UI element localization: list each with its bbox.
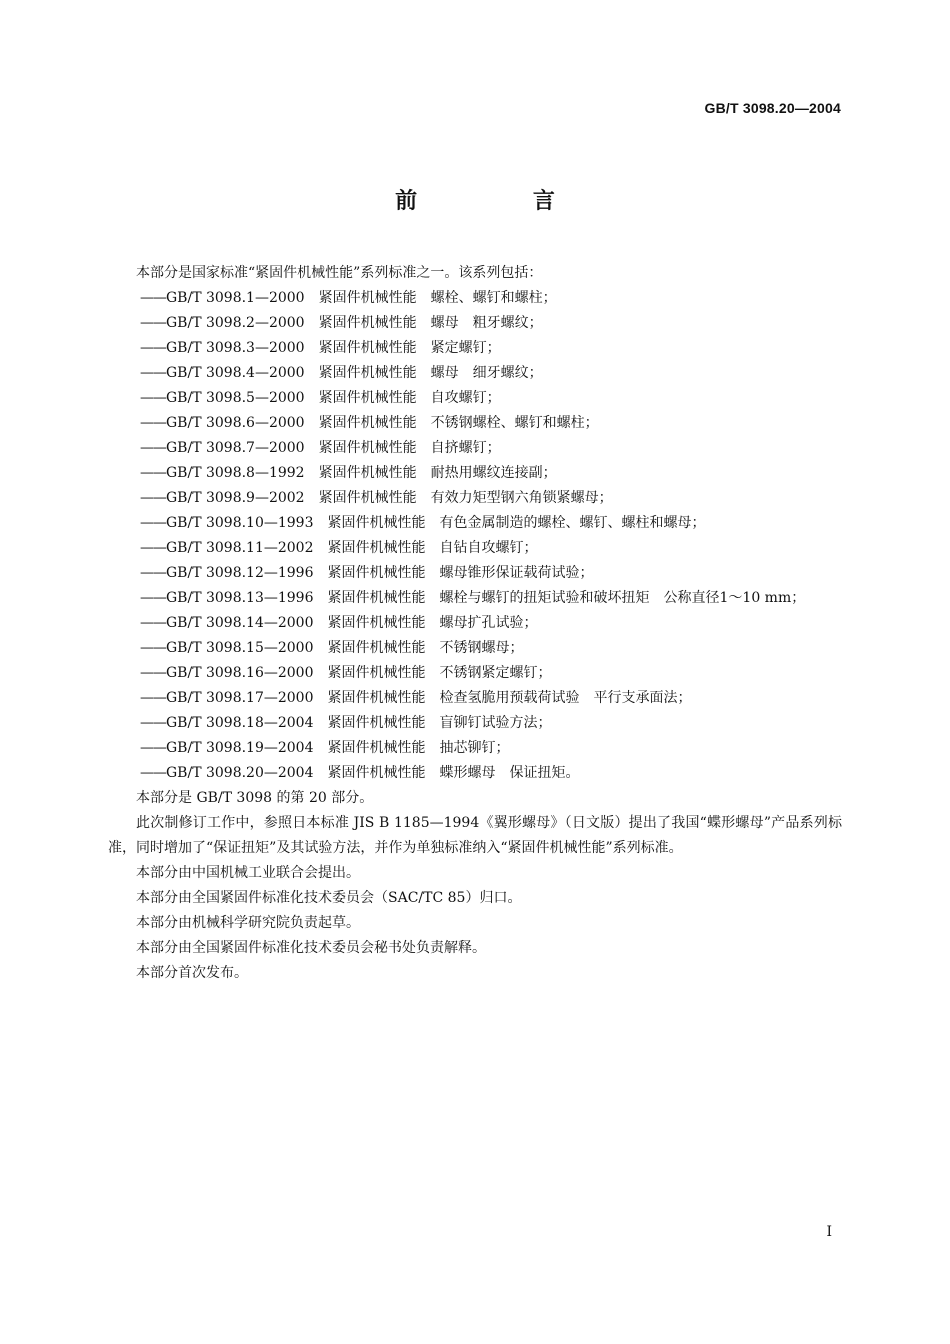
- series-list-item: [108, 636, 842, 661]
- series-list-item: [108, 511, 842, 536]
- body-paragraph: 本部分是 GB/T 3098 的第 20 部分。: [136, 790, 374, 806]
- standard-code: GB/T 3098.10—1993: [166, 515, 314, 531]
- standard-code: GB/T 3098.16—2000: [166, 665, 314, 681]
- series-name: 紧固件机械性能: [327, 565, 426, 581]
- series-name: 紧固件机械性能: [318, 290, 417, 306]
- part-title: 自挤螺钉；: [430, 440, 501, 456]
- standard-code: GB/T 3098.3—2000: [166, 340, 305, 356]
- body-paragraph: 本部分由中国机械工业联合会提出。: [136, 865, 360, 881]
- part-title: 抽芯铆钉；: [439, 740, 510, 756]
- list-dash: ——: [140, 715, 166, 731]
- series-name: 紧固件机械性能: [327, 640, 426, 656]
- series-list-item: [108, 661, 842, 686]
- series-list-item: [108, 711, 842, 736]
- body-paragraph: 本部分由全国紧固件标准化技术委员会秘书处负责解释。: [136, 940, 486, 956]
- list-dash: ——: [140, 365, 166, 381]
- part-title: 自钻自攻螺钉；: [439, 540, 538, 556]
- list-dash: ——: [140, 315, 166, 331]
- series-list-item: [108, 411, 842, 436]
- list-dash: ——: [140, 690, 166, 706]
- list-dash: ——: [140, 340, 166, 356]
- intro-paragraph: 本部分是国家标准“紧固件机械性能”系列标准之一。该系列包括：: [136, 265, 543, 281]
- standard-code: GB/T 3098.1—2000: [166, 290, 305, 306]
- series-name: 紧固件机械性能: [327, 540, 426, 556]
- body-paragraph: 此次制修订工作中，参照日本标准 JIS B 1185—1994《翼形螺母》（日文版）提出了我国“蝶形螺母”产品系列标准，同时增加了“保证扭矩”及其试验方法，并作为单独标准纳入“紧固件机械性能”系列标准。: [108, 815, 842, 856]
- part-title: 螺母锥形保证载荷试验；: [439, 565, 594, 581]
- series-list-item: [108, 561, 842, 586]
- standard-code: GB/T 3098.14—2000: [166, 615, 314, 631]
- part-title: 不锈钢螺栓、螺钉和螺柱；: [430, 415, 599, 431]
- standard-code: GB/T 3098.12—1996: [166, 565, 314, 581]
- part-title: 紧定螺钉；: [430, 340, 501, 356]
- page-number: I: [826, 1224, 832, 1240]
- part-title: 蝶形螺母 保证扭矩。: [439, 765, 580, 781]
- foreword-body: [108, 261, 842, 986]
- part-title: 检查氢脆用预载荷试验 平行支承面法；: [439, 690, 692, 706]
- series-list-item: [108, 536, 842, 561]
- part-title: 盲铆钉试验方法；: [439, 715, 552, 731]
- body-paragraph: 本部分由全国紧固件标准化技术委员会（SAC/TC 85）归口。: [136, 890, 522, 906]
- series-name: 紧固件机械性能: [327, 665, 426, 681]
- series-name: 紧固件机械性能: [318, 365, 417, 381]
- part-title: 自攻螺钉；: [430, 390, 501, 406]
- standard-number: GB/T 3098.20—2004: [704, 100, 841, 116]
- standard-code: GB/T 3098.20—2004: [166, 765, 314, 781]
- standard-code: GB/T 3098.5—2000: [166, 390, 305, 406]
- series-name: 紧固件机械性能: [318, 415, 417, 431]
- series-name: 紧固件机械性能: [318, 315, 417, 331]
- part-title: 螺母扩孔试验；: [439, 615, 538, 631]
- series-list-item: [108, 586, 842, 611]
- series-name: 紧固件机械性能: [327, 740, 426, 756]
- list-dash: ——: [140, 665, 166, 681]
- body-paragraph: 本部分由机械科学研究院负责起草。: [136, 915, 360, 931]
- list-dash: ——: [140, 740, 166, 756]
- series-name: 紧固件机械性能: [318, 465, 417, 481]
- series-list-item: [108, 611, 842, 636]
- standard-code: GB/T 3098.13—1996: [166, 590, 314, 606]
- series-list-item: [108, 311, 842, 336]
- part-title: 螺栓与螺钉的扭矩试验和破坏扭矩 公称直径1～10 mm；: [439, 590, 806, 606]
- list-dash: ——: [140, 390, 166, 406]
- series-list-item: [108, 436, 842, 461]
- page-title: 前 言: [395, 189, 609, 214]
- part-title: 螺栓、螺钉和螺柱；: [430, 290, 557, 306]
- series-name: 紧固件机械性能: [318, 390, 417, 406]
- series-list-item: [108, 386, 842, 411]
- series-list-item: [108, 461, 842, 486]
- list-dash: ——: [140, 565, 166, 581]
- standard-code: GB/T 3098.6—2000: [166, 415, 305, 431]
- part-title: 螺母 细牙螺纹；: [430, 365, 543, 381]
- part-title: 螺母 粗牙螺纹；: [430, 315, 543, 331]
- list-dash: ——: [140, 640, 166, 656]
- series-name: 紧固件机械性能: [327, 615, 426, 631]
- series-list-item: [108, 336, 842, 361]
- standard-code: GB/T 3098.17—2000: [166, 690, 314, 706]
- standard-code: GB/T 3098.19—2004: [166, 740, 314, 756]
- standard-code: GB/T 3098.9—2002: [166, 490, 305, 506]
- list-dash: ——: [140, 540, 166, 556]
- list-dash: ——: [140, 515, 166, 531]
- standard-code: GB/T 3098.7—2000: [166, 440, 305, 456]
- list-dash: ——: [140, 490, 166, 506]
- series-name: 紧固件机械性能: [318, 490, 417, 506]
- series-list-item: [108, 286, 842, 311]
- standard-code: GB/T 3098.15—2000: [166, 640, 314, 656]
- series-name: 紧固件机械性能: [318, 340, 417, 356]
- list-dash: ——: [140, 440, 166, 456]
- part-title: 不锈钢紧定螺钉；: [439, 665, 552, 681]
- part-title: 有色金属制造的螺栓、螺钉、螺柱和螺母；: [439, 515, 706, 531]
- series-list-item: [108, 736, 842, 761]
- list-dash: ——: [140, 465, 166, 481]
- series-name: 紧固件机械性能: [327, 690, 426, 706]
- series-list: [108, 286, 842, 786]
- series-list-item: [108, 761, 842, 786]
- part-title: 不锈钢螺母；: [439, 640, 524, 656]
- body-paragraph: 本部分首次发布。: [136, 965, 248, 981]
- list-dash: ——: [140, 415, 166, 431]
- standard-code: GB/T 3098.8—1992: [166, 465, 305, 481]
- series-list-item: [108, 361, 842, 386]
- series-name: 紧固件机械性能: [327, 515, 426, 531]
- series-list-item: [108, 686, 842, 711]
- series-list-item: [108, 486, 842, 511]
- list-dash: ——: [140, 765, 166, 781]
- series-name: 紧固件机械性能: [327, 590, 426, 606]
- part-title: 耐热用螺纹连接副；: [430, 465, 557, 481]
- series-name: 紧固件机械性能: [318, 440, 417, 456]
- series-name: 紧固件机械性能: [327, 715, 426, 731]
- standard-code: GB/T 3098.2—2000: [166, 315, 305, 331]
- list-dash: ——: [140, 290, 166, 306]
- part-title: 有效力矩型钢六角锁紧螺母；: [430, 490, 613, 506]
- standard-code: GB/T 3098.11—2002: [166, 540, 314, 556]
- list-dash: ——: [140, 590, 166, 606]
- paragraph-list: [108, 786, 842, 986]
- list-dash: ——: [140, 615, 166, 631]
- series-name: 紧固件机械性能: [327, 765, 426, 781]
- standard-code: GB/T 3098.4—2000: [166, 365, 305, 381]
- standard-code: GB/T 3098.18—2004: [166, 715, 314, 731]
